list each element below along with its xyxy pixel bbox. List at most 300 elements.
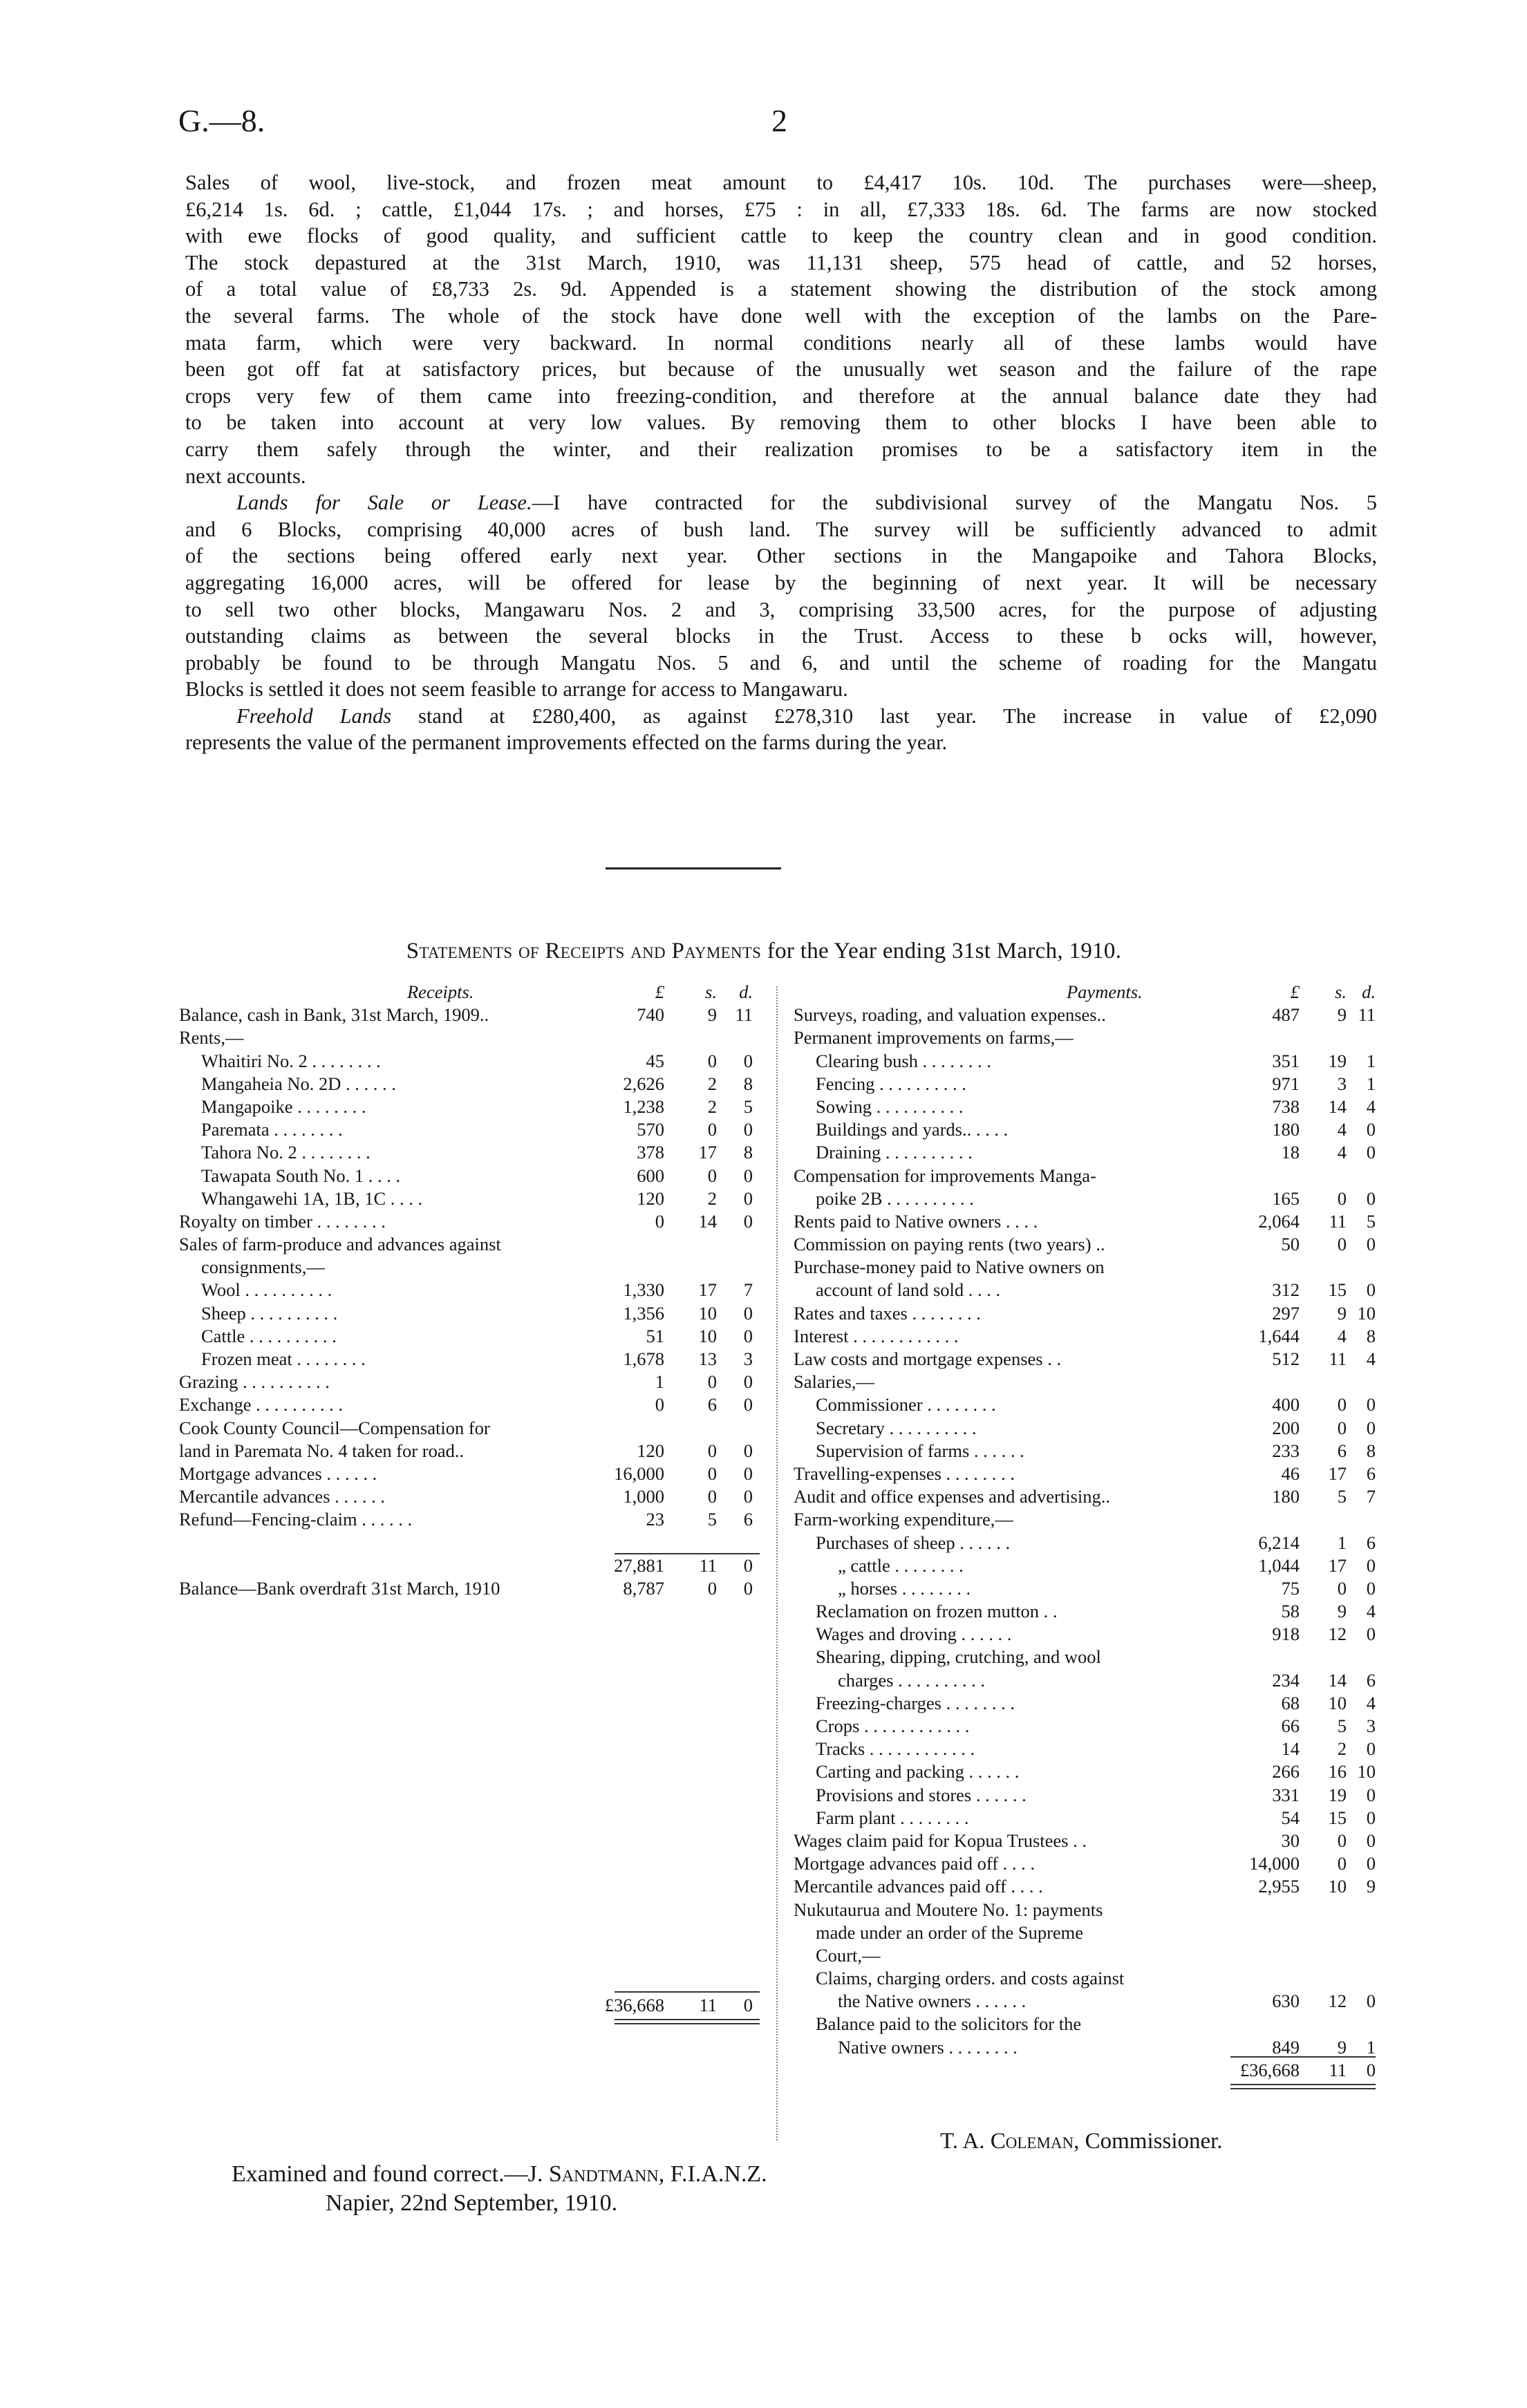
- payments-label: Wages claim paid for Kopua Trustees . .: [794, 1829, 1087, 1851]
- payments-label: Salaries,—: [794, 1371, 875, 1393]
- receipts-row: [179, 1302, 760, 1325]
- payments-amount-pence: 0: [1366, 1234, 1376, 1255]
- line-text: with ewe flocks of good quality, and sufficient cattle to keep the country clean and in good condition.: [185, 224, 1377, 248]
- payments-amount-shillings: 0: [1337, 1394, 1347, 1415]
- paragraph-line: [185, 436, 1377, 463]
- receipts-row: [179, 1348, 760, 1371]
- payments-amount-pence: 6: [1366, 1669, 1376, 1691]
- paragraph-line: [185, 596, 1377, 623]
- receipts-heading: Receipts.: [407, 981, 474, 1002]
- payments-amount-pence: 4: [1366, 1601, 1376, 1622]
- receipts-amount-pounds: 120: [637, 1187, 664, 1209]
- receipts-amount-pounds: 600: [637, 1165, 664, 1186]
- receipts-amount-pounds: 23: [646, 1509, 664, 1530]
- payments-label: Wages and droving . . . . . .: [816, 1624, 1012, 1645]
- receipts-amount-pence: 0: [743, 1187, 753, 1209]
- payments-amount-pence: 0: [1366, 1554, 1376, 1576]
- payments-amount-pounds: 266: [1272, 1761, 1300, 1783]
- payments-amount-pounds: 54: [1281, 1807, 1300, 1828]
- receipts-label: Mortgage advances . . . . . .: [179, 1462, 377, 1484]
- payments-amount-pence: 4: [1366, 1692, 1376, 1713]
- payments-amount-shillings: 15: [1328, 1279, 1347, 1301]
- receipts-amount-pounds: 1,678: [623, 1348, 664, 1369]
- payments-amount-shillings: 5: [1337, 1715, 1347, 1736]
- receipts-amount-shillings: 14: [698, 1210, 717, 1232]
- payments-amount-shillings: 14: [1328, 1669, 1347, 1691]
- signature-role: , Commissioner.: [1074, 2129, 1223, 2154]
- payments-amount-pence: 10: [1357, 1302, 1376, 1324]
- payments-amount-shillings: 0: [1337, 1417, 1347, 1438]
- receipts-amount-shillings: 0: [707, 1486, 717, 1507]
- payments-label: Secretary . . . . . . . . . .: [816, 1417, 977, 1438]
- payments-row: [794, 2013, 1376, 2035]
- receipts-amount-pounds: 1,000: [623, 1486, 664, 1507]
- payments-label: Law costs and mortgage expenses . .: [794, 1348, 1062, 1369]
- payments-label: the Native owners . . . . . .: [838, 1991, 1027, 2012]
- payments-row: [794, 1921, 1376, 1944]
- payments-amount-shillings: 19: [1328, 1050, 1347, 1071]
- payments-label: Commissioner . . . . . . . .: [816, 1394, 996, 1415]
- payments-amount-pence: 0: [1366, 1853, 1376, 1874]
- payments-label: Claims, charging orders. and costs against: [816, 1968, 1125, 1989]
- line-text: crops very few of them came into freezing-condition, and therefore at the annual balance date they had: [185, 384, 1377, 408]
- receipts-row: [179, 1485, 760, 1508]
- commissioner-signature: [940, 2129, 1223, 2154]
- receipts-amount-pence: 8: [743, 1073, 753, 1094]
- payments-amount-pounds: 18: [1281, 1142, 1300, 1163]
- payments-amount-shillings: 0: [1337, 1853, 1347, 1874]
- payments-row: [794, 1990, 1376, 2013]
- receipts-amount-shillings: 5: [707, 1509, 717, 1530]
- payments-amount-pounds: 46: [1281, 1462, 1300, 1484]
- payments-amount-pounds: 487: [1272, 1004, 1300, 1026]
- payments-amount-shillings: 9: [1337, 1302, 1347, 1324]
- payments-amount-pence: 1: [1366, 1050, 1376, 1071]
- payments-row: [794, 1577, 1376, 1600]
- payments-label: Provisions and stores . . . . . .: [816, 1784, 1027, 1805]
- line-text: and 6 Blocks, comprising 40,000 acres of bush land. The survey will be sufficiently advanced to admit: [185, 517, 1377, 541]
- receipts-amount-pounds: 45: [646, 1050, 664, 1071]
- receipts-amount-pounds: 740: [637, 1004, 664, 1026]
- receipts-amount-pence: 0: [743, 1050, 753, 1071]
- line-text: been got off fat at satisfactory prices, but because of the unusually wet season and the failure of the rape: [185, 357, 1377, 382]
- payments-row: [794, 1348, 1376, 1371]
- payments-label: made under an order of the Supreme: [816, 1921, 1084, 1943]
- receipts-amount-shillings: 17: [698, 1142, 717, 1163]
- payments-amount-pence: 0: [1366, 1417, 1376, 1438]
- receipts-amount-shillings: 17: [698, 1279, 717, 1301]
- payments-amount-shillings: 16: [1328, 1761, 1347, 1783]
- payments-amount-pence: 4: [1366, 1095, 1376, 1117]
- paragraph-line: [185, 516, 1377, 543]
- payments-amount-shillings: 1: [1337, 1532, 1347, 1553]
- receipts-row: [179, 1095, 760, 1118]
- payments-label: Audit and office expenses and advertising..: [794, 1486, 1110, 1507]
- statement-title-caps: Statements of Receipts and Payments: [406, 939, 762, 963]
- payments-row: [794, 1738, 1376, 1760]
- receipts-amount-pounds: 378: [637, 1142, 664, 1163]
- payments-row: [794, 1623, 1376, 1646]
- payments-row: [794, 1669, 1376, 1692]
- receipts-amount-pounds: 1,330: [623, 1279, 664, 1301]
- payments-amount-shillings: 0: [1337, 1187, 1347, 1209]
- payments-row: [794, 1187, 1376, 1210]
- payments-amount-shillings: 12: [1328, 1624, 1347, 1645]
- payments-total-shillings: 11: [1329, 2059, 1347, 2080]
- receipts-amount-pence: 0: [743, 1325, 753, 1346]
- payments-amount-shillings: 11: [1329, 1348, 1347, 1369]
- payments-col-pounds: £: [1290, 981, 1300, 1002]
- paragraph-line: [185, 383, 1377, 410]
- receipts-amount-pence: 0: [743, 1440, 753, 1461]
- payments-amount-pence: 0: [1366, 1738, 1376, 1760]
- receipts-amount-pounds: 51: [646, 1325, 664, 1346]
- payments-amount-pounds: 75: [1281, 1577, 1300, 1599]
- paragraph-line: [185, 303, 1377, 330]
- receipts-amount-pence: 0: [743, 1165, 753, 1186]
- payments-row: [794, 1371, 1376, 1393]
- receipts-label: Royalty on timber . . . . . . . .: [179, 1210, 386, 1232]
- payments-amount-pounds: 971: [1272, 1073, 1300, 1094]
- payments-amount-pounds: 351: [1272, 1050, 1300, 1071]
- line-text: The stock depastured at the 31st March, 1910, was 11,131 sheep, 575 head of cattle, and 52 horses,: [185, 250, 1377, 274]
- payments-label: Court,—: [816, 1944, 881, 1966]
- receipts-amount-pence: 0: [743, 1210, 753, 1232]
- italic-lead: Freehold Lands: [236, 704, 392, 728]
- payments-amount-pence: 0: [1366, 1119, 1376, 1140]
- payments-row: [794, 1279, 1376, 1301]
- receipts-amount-pounds: 16,000: [614, 1462, 664, 1484]
- receipts-total-pounds: £36,668: [604, 1995, 664, 2016]
- payments-col-pence: d.: [1362, 981, 1376, 1002]
- payments-total-row: [794, 2059, 1376, 2082]
- receipts-amount-shillings: 2: [707, 1095, 717, 1117]
- payments-label: Travelling-expenses . . . . . . . .: [794, 1462, 1015, 1484]
- payments-amount-shillings: 9: [1337, 1004, 1347, 1026]
- italic-lead: Lands for Sale or Lease.: [236, 491, 532, 515]
- payments-amount-pence: 9: [1366, 1876, 1376, 1897]
- payments-amount-pounds: 400: [1272, 1394, 1300, 1415]
- payments-label: Permanent improvements on farms,—: [794, 1027, 1074, 1048]
- receipts-amount-pence: 0: [743, 1577, 753, 1599]
- payments-total-pence: 0: [1366, 2059, 1376, 2080]
- payments-row: [794, 1325, 1376, 1348]
- paragraph-line: [185, 729, 1377, 756]
- paragraph-line: [185, 223, 1377, 250]
- payments-amount-shillings: 17: [1328, 1462, 1347, 1484]
- payments-row: [794, 1967, 1376, 1990]
- receipts-row: [179, 1532, 760, 1554]
- receipts-row: [179, 1325, 760, 1348]
- payments-row: [794, 1807, 1376, 1829]
- payments-row: [794, 1141, 1376, 1164]
- receipts-row: [179, 1417, 760, 1440]
- payments-column: [794, 981, 1376, 2082]
- payments-amount-pounds: 918: [1272, 1624, 1300, 1645]
- receipts-amount-shillings: 0: [707, 1165, 717, 1186]
- payments-amount-pence: 5: [1366, 1210, 1376, 1232]
- payments-label: Mortgage advances paid off . . . .: [794, 1853, 1036, 1874]
- receipts-row: [179, 1371, 760, 1393]
- line-text: mata farm, which were very backward. In normal conditions nearly all of these lambs would have: [185, 330, 1377, 355]
- payments-amount-pence: 8: [1366, 1440, 1376, 1461]
- paragraph-line: [185, 543, 1377, 570]
- audit-text: Examined and found correct.—J.: [232, 2161, 549, 2187]
- receipts-label: consignments,—: [201, 1257, 325, 1278]
- receipts-total-pence: 0: [743, 1995, 753, 2016]
- paragraph-line: [185, 409, 1377, 436]
- receipts-amount-pence: 5: [743, 1095, 753, 1117]
- payments-row: [794, 1095, 1376, 1118]
- payments-row: [794, 1417, 1376, 1440]
- receipts-label: Sheep . . . . . . . . . .: [201, 1302, 338, 1324]
- audit-line: [232, 2160, 767, 2189]
- receipts-col-pounds: £: [655, 981, 664, 1002]
- receipts-amount-pence: 8: [743, 1142, 753, 1163]
- payments-row: [794, 1508, 1376, 1531]
- payments-label: Mercantile advances paid off . . . .: [794, 1876, 1043, 1897]
- payments-amount-shillings: 19: [1328, 1784, 1347, 1805]
- receipts-row: [179, 1004, 760, 1026]
- payments-amount-shillings: 10: [1328, 1876, 1347, 1897]
- payments-label: Supervision of farms . . . . . .: [816, 1440, 1024, 1461]
- receipts-label: Mercantile advances . . . . . .: [179, 1486, 386, 1507]
- section-divider: [606, 867, 781, 869]
- receipts-amount-pence: 11: [735, 1004, 753, 1026]
- payments-amount-pence: 3: [1366, 1715, 1376, 1736]
- receipts-amount-shillings: 0: [707, 1462, 717, 1484]
- receipts-amount-pence: 0: [743, 1462, 753, 1484]
- payments-row: [794, 1829, 1376, 1852]
- payments-amount-pounds: 165: [1272, 1187, 1300, 1209]
- receipts-amount-shillings: 0: [707, 1371, 717, 1393]
- payments-label: Native owners . . . . . . . .: [838, 2036, 1018, 2058]
- payments-amount-pounds: 68: [1281, 1692, 1300, 1713]
- payments-row: [794, 1875, 1376, 1898]
- payments-amount-pounds: 6,214: [1258, 1532, 1300, 1553]
- payments-label: „ cattle . . . . . . . .: [838, 1554, 964, 1576]
- line-text: carry them safely through the winter, and their realization promises to be a satisfactory item in the: [185, 437, 1377, 461]
- receipts-row: [179, 1279, 760, 1301]
- receipts-amount-pounds: 8,787: [623, 1577, 664, 1599]
- receipts-label: Grazing . . . . . . . . . .: [179, 1371, 330, 1393]
- payments-amount-pence: 6: [1366, 1532, 1376, 1553]
- statement-title-rest: for the Year ending 31st March, 1910.: [761, 939, 1122, 963]
- payments-amount-pence: 1: [1366, 2036, 1376, 2058]
- receipts-row: [179, 1393, 760, 1416]
- receipts-label: Rents,—: [179, 1027, 244, 1048]
- payments-amount-pence: 0: [1366, 1624, 1376, 1645]
- payments-amount-pence: 0: [1366, 1784, 1376, 1805]
- payments-row: [794, 1692, 1376, 1715]
- payments-amount-shillings: 5: [1337, 1486, 1347, 1507]
- payments-row: [794, 1302, 1376, 1325]
- page-number: 2: [771, 103, 787, 138]
- receipts-label: Sales of farm-produce and advances against: [179, 1234, 501, 1255]
- payments-amount-shillings: 10: [1328, 1692, 1347, 1713]
- receipts-row: [179, 1165, 760, 1187]
- receipts-total-rule-top: [615, 1991, 760, 1993]
- payments-row: [794, 1026, 1376, 1049]
- payments-label: Purchases of sheep . . . . . .: [816, 1532, 1011, 1553]
- line-text: £6,214 1s. 6d. ; cattle, £1,044 17s. ; and horses, £75 : in all, £7,333 18s. 6d. The farms are now stocked: [185, 197, 1377, 221]
- payments-label: Surveys, roading, and valuation expenses..: [794, 1004, 1106, 1026]
- receipts-amount-pounds: 1: [655, 1371, 664, 1393]
- payments-label: Nukutaurua and Moutere No. 1: payments: [794, 1899, 1103, 1920]
- payments-label: „ horses . . . . . . . .: [838, 1577, 971, 1599]
- receipts-amount-pence: 0: [743, 1302, 753, 1324]
- receipts-amount-shillings: 13: [698, 1348, 717, 1369]
- payments-total-rule-top: [1230, 2056, 1376, 2058]
- payments-label: Farm-working expenditure,—: [794, 1509, 1013, 1530]
- payments-row: [794, 1004, 1376, 1026]
- receipts-label: Whaitiri No. 2 . . . . . . . .: [201, 1050, 381, 1071]
- payments-amount-pounds: 200: [1272, 1417, 1300, 1438]
- payments-amount-shillings: 15: [1328, 1807, 1347, 1828]
- receipts-amount-pounds: 1,238: [623, 1095, 664, 1117]
- payments-amount-pounds: 234: [1272, 1669, 1300, 1691]
- paragraph-line: [185, 250, 1377, 276]
- payments-amount-pounds: 14,000: [1249, 1853, 1300, 1874]
- payments-amount-pounds: 738: [1272, 1095, 1300, 1117]
- payments-row: [794, 1944, 1376, 1967]
- payments-amount-shillings: 4: [1337, 1119, 1347, 1140]
- line-text: stand at £280,400, as against £278,310 last year. The increase in value of £2,090: [391, 704, 1377, 728]
- payments-row: [794, 1646, 1376, 1668]
- paragraph-line: [185, 570, 1377, 596]
- payments-row: [794, 1073, 1376, 1095]
- receipts-amount-pence: 0: [743, 1554, 753, 1576]
- paragraph-line: [185, 623, 1377, 650]
- payments-amount-pence: 0: [1366, 1807, 1376, 1828]
- payments-row: [794, 1485, 1376, 1508]
- payments-row: [794, 1462, 1376, 1485]
- receipts-amount-shillings: 10: [698, 1325, 717, 1346]
- paragraph-line: [185, 703, 1377, 730]
- receipts-amount-pounds: 1,356: [623, 1302, 664, 1324]
- payments-label: Carting and packing . . . . . .: [816, 1761, 1020, 1783]
- receipts-row: [179, 1026, 760, 1049]
- payments-amount-shillings: 14: [1328, 1095, 1347, 1117]
- payments-label: Crops . . . . . . . . . . . .: [816, 1715, 970, 1736]
- receipts-total-row: [179, 1994, 760, 2017]
- line-text: Sales of wool, live-stock, and frozen meat amount to £4,417 10s. 10d. The purchases were—sheep,: [185, 171, 1377, 194]
- receipts-label: Cattle . . . . . . . . . .: [201, 1325, 337, 1346]
- payments-label: charges . . . . . . . . . .: [838, 1669, 985, 1691]
- receipts-label: Wool . . . . . . . . . .: [201, 1279, 332, 1301]
- receipts-total-gap: [179, 1600, 760, 1994]
- receipts-label: Balance—Bank overdraft 31st March, 1910: [179, 1577, 500, 1599]
- payments-amount-pounds: 331: [1272, 1784, 1300, 1805]
- payments-amount-pence: 1: [1366, 1073, 1376, 1094]
- payments-amount-pounds: 2,955: [1258, 1876, 1300, 1897]
- receipts-amount-pence: 6: [743, 1509, 753, 1530]
- receipts-amount-shillings: 0: [707, 1050, 717, 1071]
- receipts-row: [179, 1440, 760, 1462]
- payments-label: Farm plant . . . . . . . .: [816, 1807, 969, 1828]
- payments-row: [794, 1165, 1376, 1187]
- receipts-col-pence: d.: [739, 981, 753, 1002]
- receipts-heading-row: [179, 981, 760, 1004]
- payments-label: Purchase-money paid to Native owners on: [794, 1257, 1105, 1278]
- receipts-label: Whangawehi 1A, 1B, 1C . . . .: [201, 1187, 423, 1209]
- receipts-label: Mangapoike . . . . . . . .: [201, 1095, 366, 1117]
- payments-label: account of land sold . . . .: [816, 1279, 1001, 1301]
- receipts-label: Exchange . . . . . . . . . .: [179, 1394, 343, 1415]
- payments-row: [794, 1600, 1376, 1623]
- payments-row: [794, 1852, 1376, 1875]
- receipts-label: Refund—Fencing-claim . . . . . .: [179, 1509, 413, 1530]
- receipts-label: Paremata . . . . . . . .: [201, 1119, 343, 1140]
- paragraph-line: [185, 169, 1377, 196]
- payments-row: [794, 1784, 1376, 1807]
- receipts-column: [179, 981, 760, 2017]
- payments-amount-shillings: 12: [1328, 1991, 1347, 2012]
- receipts-row: [179, 1554, 760, 1577]
- receipts-amount-shillings: 0: [707, 1119, 717, 1140]
- auditor-suffix: , F.I.A.N.Z.: [658, 2161, 767, 2187]
- payments-row: [794, 1118, 1376, 1141]
- receipts-amount-pence: 3: [743, 1348, 753, 1369]
- payments-amount-pounds: 30: [1281, 1829, 1300, 1851]
- document-reference: G.—8.: [178, 103, 265, 138]
- receipts-row: [179, 1233, 760, 1256]
- paragraph-line: [185, 676, 1377, 703]
- receipts-label: Cook County Council—Compensation for: [179, 1417, 490, 1438]
- payments-label: Compensation for improvements Manga-: [794, 1165, 1096, 1186]
- line-text: Blocks is settled it does not seem feasible to arrange for access to Mangawaru.: [185, 677, 848, 702]
- receipts-amount-shillings: 11: [699, 1554, 717, 1576]
- payments-amount-pence: 11: [1358, 1004, 1376, 1026]
- receipts-row: [179, 1073, 760, 1095]
- payments-amount-pounds: 630: [1272, 1991, 1300, 2012]
- receipts-row: [179, 1118, 760, 1141]
- payments-amount-pounds: 180: [1272, 1119, 1300, 1140]
- payments-amount-pounds: 297: [1272, 1302, 1300, 1324]
- payments-total-rule-bottom: [1230, 2084, 1376, 2089]
- receipts-row: [179, 1462, 760, 1485]
- payments-amount-pounds: 66: [1281, 1715, 1300, 1736]
- payments-amount-pence: 0: [1366, 1142, 1376, 1163]
- receipts-row: [179, 1577, 760, 1600]
- receipts-row: [179, 1141, 760, 1164]
- payments-heading-row: [794, 981, 1376, 1004]
- payments-label: Draining . . . . . . . . . .: [816, 1142, 973, 1163]
- paragraph-line: [185, 276, 1377, 303]
- receipts-label: Mangaheia No. 2D . . . . . .: [201, 1073, 396, 1094]
- receipts-amount-pence: 0: [743, 1371, 753, 1393]
- payments-col-shillings: s.: [1335, 981, 1347, 1002]
- receipts-amount-pounds: 0: [655, 1210, 664, 1232]
- receipts-amount-pence: 0: [743, 1394, 753, 1415]
- receipts-label: Frozen meat . . . . . . . .: [201, 1348, 366, 1369]
- payments-amount-shillings: 0: [1337, 1829, 1347, 1851]
- payments-heading: Payments.: [1067, 981, 1143, 1002]
- receipts-label: land in Paremata No. 4 taken for road..: [179, 1440, 465, 1461]
- receipts-amount-shillings: 0: [707, 1577, 717, 1599]
- payments-amount-pence: 0: [1366, 1394, 1376, 1415]
- payments-amount-pounds: 14: [1281, 1738, 1300, 1760]
- payments-label: Commission on paying rents (two years) ..: [794, 1234, 1105, 1255]
- payments-label: Reclamation on frozen mutton . .: [816, 1601, 1058, 1622]
- auditor-name: Sandtmann: [548, 2161, 659, 2187]
- payments-amount-shillings: 2: [1337, 1738, 1347, 1760]
- payments-amount-pounds: 233: [1272, 1440, 1300, 1461]
- receipts-amount-shillings: 10: [698, 1302, 717, 1324]
- payments-amount-pence: 0: [1366, 1187, 1376, 1209]
- paragraph-line: [185, 196, 1377, 223]
- receipts-amount-shillings: 0: [707, 1440, 717, 1461]
